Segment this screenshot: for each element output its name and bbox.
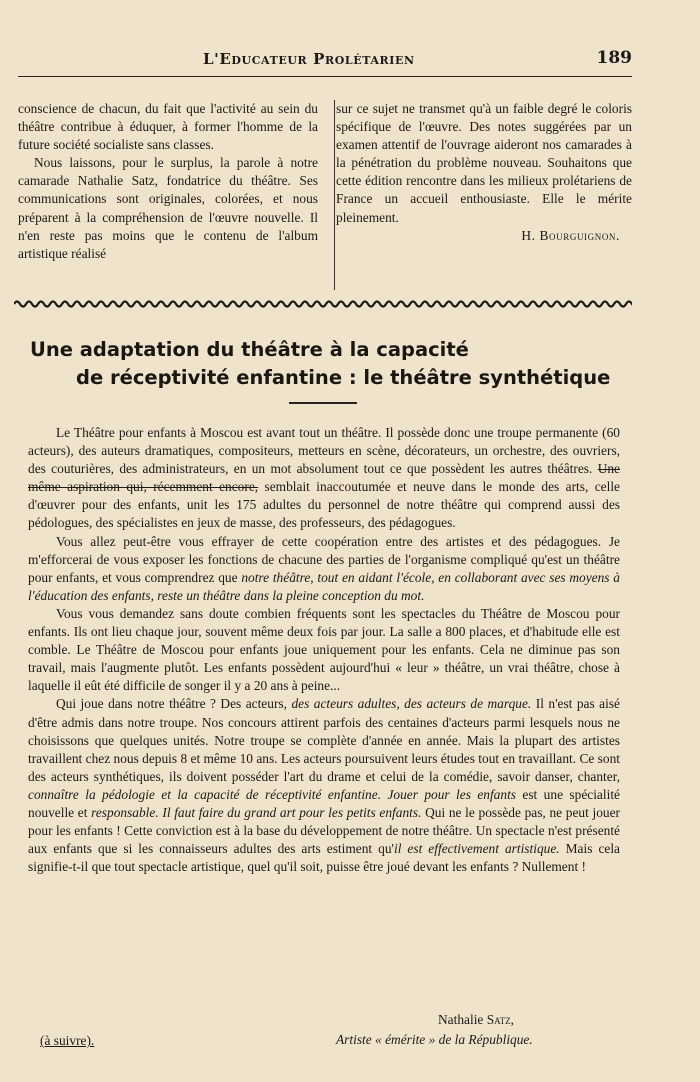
article-title-line-1: Une adaptation du théâtre à la capacité [30, 338, 469, 361]
review-signature: H. Bourguignon. [521, 227, 620, 243]
right-paragraph: sur ce sujet ne transmet qu'à un faible degré le coloris spécifique de l'œuvre. Des notes suggérées par un examen attentif de l'ouvrage aideront nos camarades à la pénétration du problème nouveau. Souhaitons que cette édition rencontre dans les milieux prolétariens de France un accueil enthousiaste. Elle le mérite pleinement. [336, 101, 632, 225]
left-paragraph-2: Nous laissons, pour le surplus, la parole à notre camarade Nathalie Satz, fondatrice du théâtre. Ses communications sont originales, colorées, et nous préparent à la compréhension de l'œuvre nouvelle. Il n'en reste pas moins que le contenu de l'album artistique réalisé [18, 155, 318, 261]
paragraph-1-struck-text: Une même aspiration qui, récemment encore, [28, 461, 620, 495]
paragraph-4-italic-3: responsable. Il faut faire du grand art pour les petits enfants. [91, 804, 422, 820]
paragraph-4-text-e: Mais cela signifie-t-il que tout spectacle artistique, quel qu'il soit, puisse être joué devant les enfants ? Nullement ! [28, 841, 620, 875]
left-paragraph-1: conscience de chacun, du fait que l'activité au sein du théâtre contribue à éduquer, à former l'homme de la future société socialiste sans classes. [18, 101, 318, 153]
author-last-name: Satz, [486, 1012, 515, 1027]
article-body [28, 424, 620, 876]
article-title [30, 336, 630, 392]
paragraph-4-text-d: Qui ne le possède pas, ne peut jouer pour les enfants ! Cette conviction est à la base du développement de notre théâtre. Un spectacle n'est présenté aux enfants que si les connaisseurs adultes des arts estiment qu' [28, 804, 620, 857]
paragraph-1-text-b: semblait inaccoutumée et neuve dans le monde des arts, celle d'œuvrer pour des enfants, unit les 175 adultes du personnel de notre théâtre qui comprend aussi des pédologues, des spécialistes en jeux de masse, des professeurs, des pédagogues. [28, 479, 620, 531]
paragraph-2-text: Vous allez peut-être vous effrayer de cette coopération entre des artistes et des pédagogues. Je m'efforcerai de vous exposer les fonctions de chacune des parties de l'organisme compliqué qu'est un théâtre pour enfants, et vous comprendrez que [28, 533, 620, 585]
wavy-separator [14, 296, 632, 312]
right-column [336, 100, 632, 245]
paragraph-4-italic-2: connaître la pédologie et la capacité de réceptivité enfantine. Jouer pour les enfants [28, 786, 516, 802]
journal-title: L'Educateur Prolétarien [203, 50, 415, 68]
paragraph-1-text-a: Le Théâtre pour enfants à Moscou est avant tout un théâtre. Il possède donc une troupe permanente (60 acteurs), des auteurs dramatiques, compositeurs, metteurs en scène, décorateurs, un orchestre, des ouvriers, des couturières, des administrateurs, en un mot absolument tout ce que possèdent les autres théâtres. [28, 425, 620, 477]
to-be-continued: (à suivre). [40, 1033, 95, 1048]
title-underline [289, 402, 357, 404]
paragraph-4-italic-1: des acteurs adultes, des acteurs de marque. [291, 696, 532, 712]
paragraph-3: Vous vous demandez sans doute combien fréquents sont les spectacles du Théâtre de Moscou pour enfants. Ils ont lieu chaque jour, souvent même deux fois par jour. La salle a 800 places, et d'habitude elle est comble. Le Théâtre de Moscou pour enfants joue uniquement pour les enfants. Cela ne diminue pas son travail, mais l'augmente plutôt. Les enfants possèdent aujourd'hui « leur » théâtre, un vrai théâtre, chose à laquelle il eût été difficile de songer il y a 20 ans à peine... [28, 605, 620, 694]
author-name [438, 1012, 514, 1028]
paragraph-4 [28, 695, 620, 876]
paragraph-4-text-a: Qui joue dans notre théâtre ? Des acteurs, [56, 696, 292, 712]
left-column [18, 100, 318, 263]
running-header [18, 46, 632, 77]
paragraph-2-italic: notre théâtre, tout en aidant l'école, en collaborant avec ses moyens à l'éducation des enfants, reste un théâtre dans la pleine conception du mot. [28, 569, 620, 603]
author-role: Artiste « émérite » de la République. [336, 1032, 533, 1047]
paragraph-4-italic-4: il est effectivement artistique. [393, 841, 560, 857]
paragraph-1 [28, 424, 620, 533]
article-title-line-2: de réceptivité enfantine : le théâtre synthétique [76, 366, 611, 389]
paragraph-2 [28, 533, 620, 605]
paragraph-4-text-c: est une spécialité nouvelle et [28, 786, 620, 820]
paragraph-4-text-b: Il n'est pas aisé d'être admis dans notre troupe. Nos concours attirent parfois des centaines d'acteurs parmi lesquels nous ne choisissons que quelques unités. Notre troupe se complète d'année en année. Mais la plupart des artistes travaillent chez nous depuis 8 et même 10 ans. Les acteurs poursuivent leurs études tout en travaillant. Ce sont des acteurs synthétiques, ils doivent posséder l'art du drame et celui de la comédie, savoir danser, chanter, [28, 696, 620, 784]
top-columns [18, 100, 632, 290]
page-number: 189 [596, 48, 632, 68]
column-divider [334, 100, 335, 290]
author-first-name: Nathalie [438, 1012, 484, 1027]
